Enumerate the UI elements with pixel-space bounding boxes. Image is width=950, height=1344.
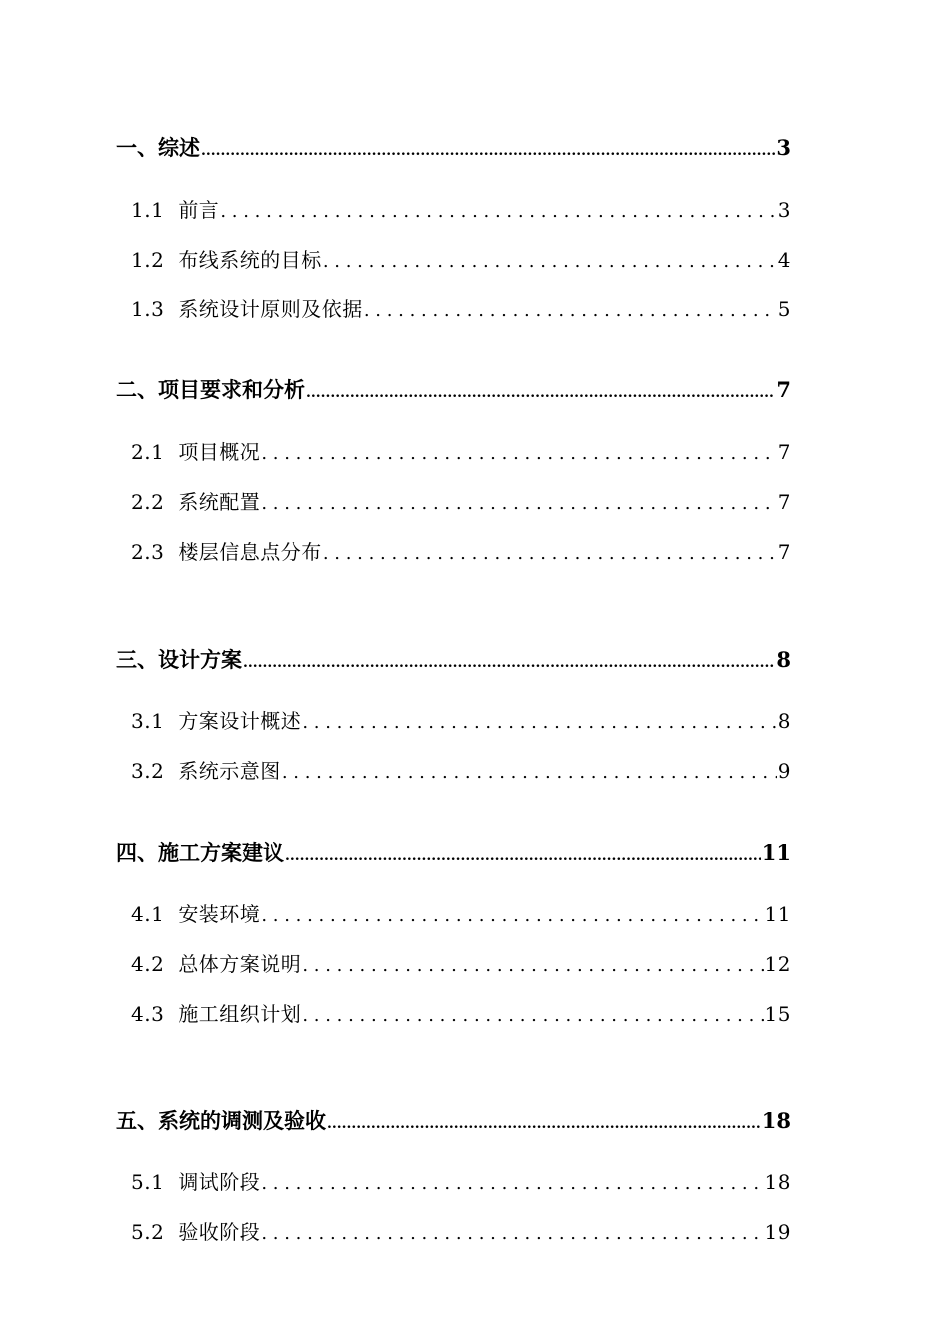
toc-page-number: 9 [777, 759, 791, 783]
toc-page-number: 5 [777, 297, 791, 321]
toc-dot-leader [302, 1002, 763, 1026]
toc-section-2-2[interactable] [131, 486, 791, 515]
toc-section-4-1[interactable] [131, 898, 791, 927]
toc-section-title: 施工组织计划 [178, 1002, 302, 1026]
toc-page-number: 12 [764, 952, 791, 976]
toc-section-number: 3.2 [131, 759, 165, 783]
toc-section-number: 2.2 [131, 490, 165, 514]
toc-section-1-3[interactable] [131, 293, 791, 322]
toc-page-number: 15 [764, 1002, 791, 1026]
toc-dot-leader [261, 1220, 763, 1244]
toc-dot-leader [282, 759, 777, 783]
toc-section-title: 系统配置 [178, 490, 261, 514]
toc-dot-leader [261, 440, 776, 464]
toc-chapter-title: 四、施工方案建议 [116, 840, 284, 865]
toc-section-2-3[interactable] [131, 536, 791, 565]
toc-page-number: 11 [761, 840, 791, 865]
toc-chapter-title: 五、系统的调测及验收 [116, 1108, 326, 1133]
toc-section-5-2[interactable] [131, 1216, 791, 1245]
toc-page-number: 7 [777, 540, 791, 564]
toc-page-number: 8 [777, 709, 791, 733]
toc-section-title: 调试阶段 [178, 1170, 261, 1194]
toc-section-1-1[interactable] [131, 194, 791, 223]
toc-page-number: 19 [764, 1220, 791, 1244]
toc-dot-leader [261, 902, 763, 926]
toc-dot-leader [220, 198, 776, 222]
toc-section-3-1[interactable] [131, 705, 791, 734]
toc-dot-leader [327, 1108, 761, 1133]
toc-section-title: 验收阶段 [178, 1220, 261, 1244]
toc-page-number: 18 [761, 1108, 791, 1133]
toc-section-2-1[interactable] [131, 436, 791, 465]
toc-section-4-3[interactable] [131, 998, 791, 1027]
toc-page-number: 11 [764, 902, 791, 926]
toc-section-number: 2.3 [131, 540, 165, 564]
toc-section-number: 1.2 [131, 248, 165, 272]
toc-chapter-title: 二、项目要求和分析 [116, 377, 305, 402]
toc-dot-leader [302, 952, 763, 976]
toc-dot-leader [364, 297, 777, 321]
toc-section-5-1[interactable] [131, 1166, 791, 1195]
toc-section-3-2[interactable] [131, 755, 791, 784]
toc-dot-leader [261, 490, 776, 514]
toc-section-title: 方案设计概述 [178, 709, 302, 733]
toc-section-1-2[interactable] [131, 244, 791, 273]
toc-dot-leader [261, 1170, 763, 1194]
toc-section-title: 系统设计原则及依据 [178, 297, 363, 321]
toc-section-number: 5.2 [131, 1220, 165, 1244]
toc-dot-leader [285, 840, 761, 865]
toc-chapter-title: 三、设计方案 [116, 647, 242, 672]
toc-section-number: 1.3 [131, 297, 165, 321]
toc-section-number: 5.1 [131, 1170, 165, 1194]
toc-section-title: 项目概况 [178, 440, 261, 464]
toc-chapter-3[interactable] [116, 644, 791, 674]
toc-chapter-title: 一、综述 [116, 135, 200, 160]
toc-page-number: 3 [776, 135, 791, 160]
toc-dot-leader [302, 709, 776, 733]
toc-chapter-2[interactable] [116, 374, 791, 404]
toc-page-number: 7 [776, 377, 791, 402]
toc-section-title: 系统示意图 [178, 759, 281, 783]
toc-section-4-2[interactable] [131, 948, 791, 977]
toc-page-number: 3 [777, 198, 791, 222]
toc-dot-leader [323, 540, 777, 564]
toc-section-title: 楼层信息点分布 [178, 540, 322, 564]
toc-section-number: 4.3 [131, 1002, 165, 1026]
toc-section-number: 1.1 [131, 198, 165, 222]
toc-section-number: 2.1 [131, 440, 165, 464]
toc-chapter-4[interactable] [116, 837, 791, 867]
toc-page-number: 7 [777, 440, 791, 464]
toc-page-number: 7 [777, 490, 791, 514]
toc-section-number: 4.1 [131, 902, 165, 926]
toc-section-number: 4.2 [131, 952, 165, 976]
toc-chapter-1[interactable] [116, 132, 791, 162]
toc-section-number: 3.1 [131, 709, 165, 733]
toc-page-number: 4 [777, 248, 791, 272]
toc-section-title: 前言 [178, 198, 220, 222]
toc-dot-leader [201, 135, 775, 160]
toc-section-title: 安装环境 [178, 902, 261, 926]
toc-dot-leader [243, 647, 775, 672]
toc-chapter-5[interactable] [116, 1105, 791, 1135]
toc-dot-leader [306, 377, 775, 402]
toc-section-title: 总体方案说明 [178, 952, 302, 976]
toc-page-number: 8 [776, 647, 791, 672]
toc-dot-leader [323, 248, 777, 272]
toc-section-title: 布线系统的目标 [178, 248, 322, 272]
toc-page-number: 18 [764, 1170, 791, 1194]
